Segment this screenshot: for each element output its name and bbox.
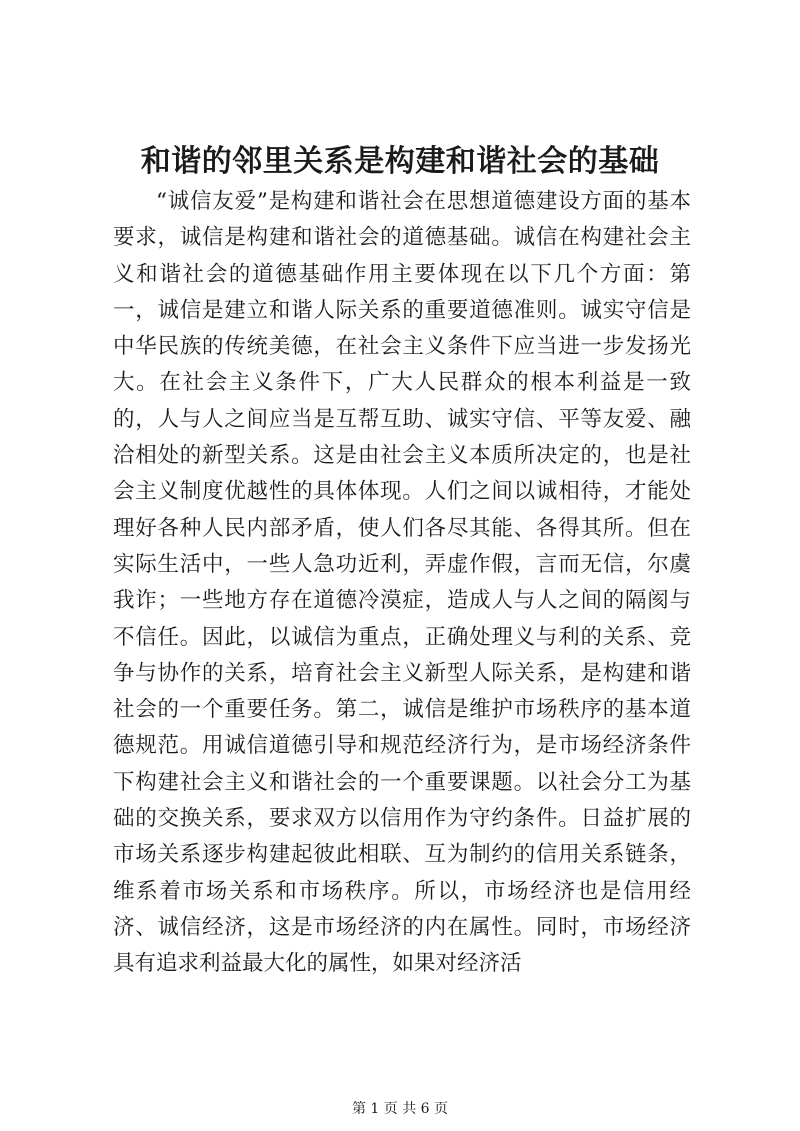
page-footer: 第 1 页 共 6 页 [351,1101,449,1117]
document-title: 和谐的邻里关系是构建和谐社会的基础 [140,144,660,179]
body-paragraph: “诚信友爱”是构建和谐社会在思想道德建设方面的基本要求，诚信是构建和谐社会的道德基础。诚信在构建社会主义和谐社会的道德基础作用主要体现在以下几个方面：第一，诚信是建立和谐人际关系的重要道德准则。诚实守信是中华民族的传统美德，在社会主义条件下应当进一步发扬光大。在社会主义条件下，广大人民群众的根本利益是一致的，人与人之间应当是互帮互助、诚实守信、平等友爱、融洽相处的新型关系。这是由社会主义本质所决定的，也是社会主义制度优越性的具体体现。人们之间以诚相待，才能处理好各种人民内部矛盾，使人们各尽其能、各得其所。但在实际生活中，一些人急功近利，弄虚作假，言而无信，尔虞我诈；一些地方存在道德冷漠症，造成人与人之间的隔阂与不信任。因此，以诚信为重点，正确处理义与利的关系、竞争与协作的关系，培育社会主义新型人际关系，是构建和谐社会的一个重要任务。第二，诚信是维护市场秩序的基本道德规范。用诚信道德引导和规范经济行为，是市场经济条件下构建社会主义和谐社会的一个重要课题。以社会分工为基础的交换关系，要求双方以信用作为守约条件。日益扩展的市场关系逐步构建起彼此相联、互为制约的信用关系链条，维系着市场关系和市场秩序。所以，市场经济也是信用经济、诚信经济，这是市场经济的内在属性。同时，市场经济具有追求利益最大化的属性，如果对经济活 [113,189,691,977]
